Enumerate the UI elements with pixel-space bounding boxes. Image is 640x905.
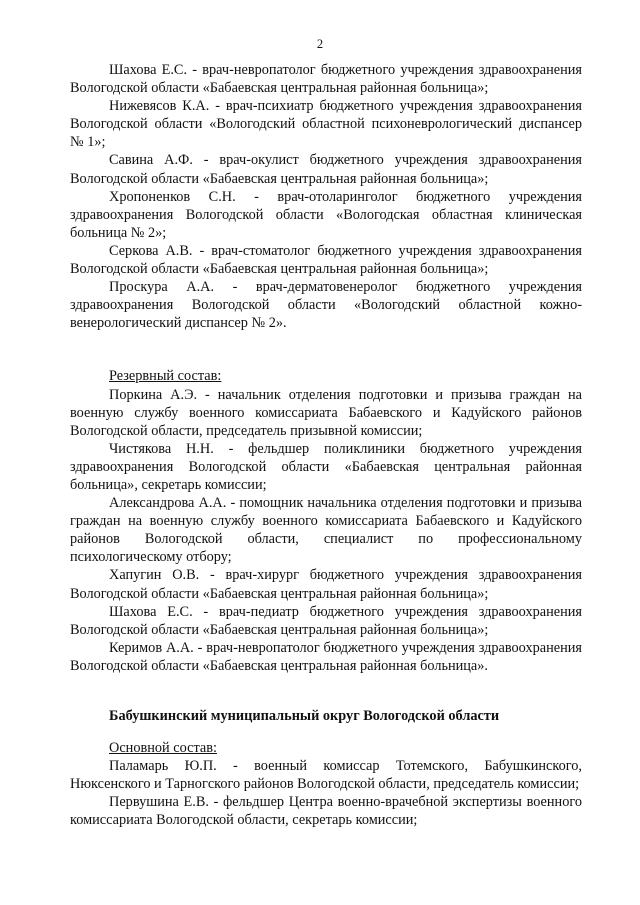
document-body [70,61,582,830]
member-paragraph: Поркина А.Э. - начальник отделения подготовки и призыва граждан на военную службу военного комиссариата Бабаевского и Кадуйского районов Вологодской области, председатель призывной комиссии; [70,386,582,439]
member-paragraph: Серкова А.В. - врач-стоматолог бюджетного учреждения здравоохранения Вологодской области «Бабаевская центральная районная больница»; [70,242,582,278]
spacer [70,675,582,707]
reserve-composition-label: Резервный состав: [109,368,222,385]
page-number: 2 [316,37,324,51]
member-paragraph: Керимов А.А. - врач-невропатолог бюджетного учреждения здравоохранения Вологодской области «Бабаевская центральная районная больница». [70,639,582,674]
member-paragraph: Александрова А.А. - помощник начальника отделения подготовки и призыва граждан на военную службу военного комиссариата Бабаевского и Кадуйского районов Вологодской области, специалист по профессиональному психологическому отбору; [70,495,582,566]
member-paragraph: Нижевясов К.А. - врач-психиатр бюджетного учреждения здравоохранения Вологодской области «Вологодский областной психоневрологический диспансер № 1»; [70,98,582,151]
spacer [70,725,582,739]
member-paragraph: Проскура А.А. - врач-дерматовенеролог бюджетного учреждения здравоохранения Вологодской области «Вологодский областной кожно-венерологический диспансер № 2». [70,279,582,332]
member-paragraph: Шахова Е.С. - врач-невропатолог бюджетного учреждения здравоохранения Вологодской области «Бабаевская центральная районная больница»; [70,62,582,97]
member-paragraph: Чистякова Н.Н. - фельдшер поликлиники бюджетного учреждения здравоохранения Вологодской области «Бабаевская центральная районная больница», секретарь комиссии; [70,440,582,493]
member-paragraph: Хапугин О.В. - врач-хирург бюджетного учреждения здравоохранения Вологодской области «Бабаевская центральная районная больница»; [70,567,582,602]
member-paragraph: Савина А.Ф. - врач-окулист бюджетного учреждения здравоохранения Вологодской области «Бабаевская центральная районная больница»; [70,152,582,187]
member-paragraph: Паламарь Ю.П. - военный комиссар Тотемского, Бабушкинского, Нюксенского и Тарногского районов Вологодской области, председатель комиссии; [70,758,582,793]
member-paragraph: Первушина Е.В. - фельдшер Центра военно-врачебной экспертизы военного комиссариата Вологодской области, секретарь комиссии; [70,794,582,829]
spacer [70,332,582,367]
section-heading: Бабушкинский муниципальный округ Вологодской области [109,708,500,724]
member-paragraph: Хропоненков С.Н. - врач-отоларинголог бюджетного учреждения здравоохранения Вологодской области «Вологодская областная клиническая больница № 2»; [70,188,582,241]
main-composition-label: Основной состав: [109,740,217,757]
member-paragraph: Шахова Е.С. - врач-педиатр бюджетного учреждения здравоохранения Вологодской области «Бабаевская центральная районная больница»; [70,603,582,638]
